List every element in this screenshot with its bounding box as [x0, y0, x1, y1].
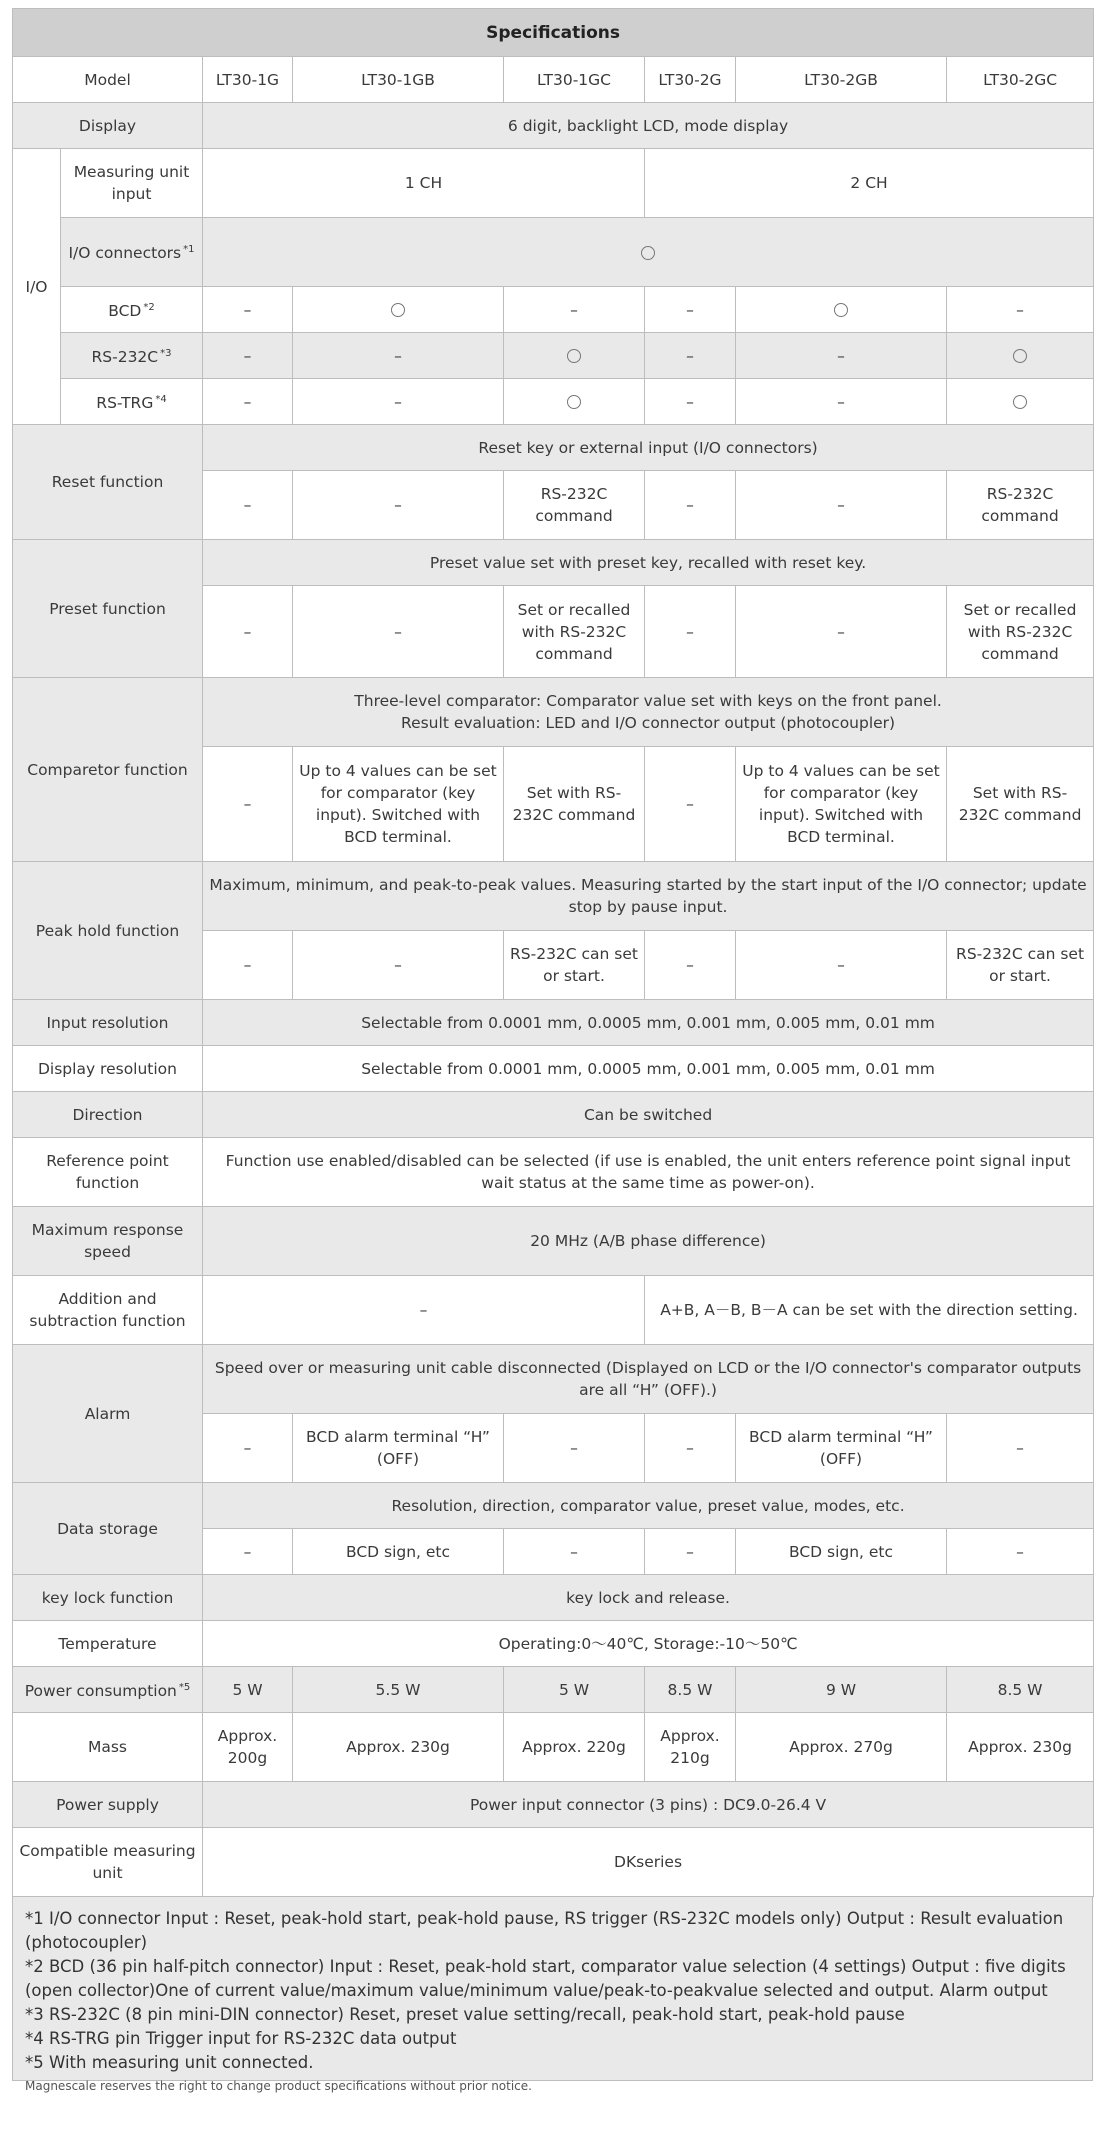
- row-label: [61, 333, 203, 379]
- display-resolution-row: [13, 1046, 1094, 1092]
- preset-function-row: [13, 540, 1094, 586]
- footnote-ref: *2: [143, 301, 155, 313]
- dash-cell: –: [736, 471, 947, 540]
- row-label: Reference point function: [13, 1138, 203, 1207]
- row-label: Comparetor function: [13, 678, 203, 862]
- display-row: [13, 103, 1094, 149]
- bcd-row: [13, 287, 1094, 333]
- dash-cell: –: [504, 1414, 645, 1483]
- value-cell: 9 W: [736, 1667, 947, 1713]
- footnote: *3 RS-232C (8 pin mini-DIN connector) Reset, preset value setting/recall, peak-hold start, peak-hold pause: [25, 2005, 905, 2024]
- alarm-row: [13, 1345, 1094, 1414]
- row-label: [61, 218, 203, 287]
- value-cell: 8.5 W: [645, 1667, 736, 1713]
- compatible-unit-row: [13, 1828, 1094, 1897]
- row-value: Power input connector (3 pins) : DC9.0-26.4 V: [203, 1782, 1094, 1828]
- value-cell: RS-232C command: [504, 471, 645, 540]
- dash-cell: –: [203, 1529, 293, 1575]
- label-text: I/O connectors: [68, 244, 182, 263]
- dash-cell: –: [203, 1276, 645, 1345]
- data-storage-row: [13, 1483, 1094, 1529]
- row-label: Measuring unit input: [61, 149, 203, 218]
- dash-cell: –: [293, 586, 504, 678]
- row-value: Maximum, minimum, and peak-to-peak values. Measuring started by the start input of the I/O connector; update stop by pause input.: [203, 862, 1094, 931]
- table-title: Specifications: [13, 9, 1094, 57]
- value-cell: Approx. 210g: [645, 1713, 736, 1782]
- label-text: RS-232C: [91, 348, 159, 367]
- row-label: Maximum response speed: [13, 1207, 203, 1276]
- power-consumption-row: [13, 1667, 1094, 1713]
- dash-cell: –: [293, 379, 504, 425]
- value-cell: [947, 379, 1094, 425]
- row-label: key lock function: [13, 1575, 203, 1621]
- row-value: Selectable from 0.0001 mm, 0.0005 mm, 0.001 mm, 0.005 mm, 0.01 mm: [203, 1046, 1094, 1092]
- row-value: DKseries: [203, 1828, 1094, 1897]
- footnote-ref: *1: [183, 244, 195, 256]
- direction-row: [13, 1092, 1094, 1138]
- row-label: Input resolution: [13, 1000, 203, 1046]
- row-value: Selectable from 0.0001 mm, 0.0005 mm, 0.001 mm, 0.005 mm, 0.01 mm: [203, 1000, 1094, 1046]
- footnote-ref: *3: [160, 347, 172, 359]
- value-cell: Set or recalled with RS-232C command: [504, 586, 645, 678]
- value-cell: Set with RS-232C command: [504, 747, 645, 862]
- spec-sheet: [12, 8, 1093, 2093]
- label-text: RS-TRG: [96, 394, 154, 413]
- dash-cell: –: [736, 931, 947, 1000]
- reset-function-row: [13, 425, 1094, 471]
- value-cell: Approx. 270g: [736, 1713, 947, 1782]
- dash-cell: –: [504, 1529, 645, 1575]
- dash-cell: –: [947, 1529, 1094, 1575]
- row-value: Operating:0～40℃, Storage:-10～50℃: [203, 1621, 1094, 1667]
- value-cell: [504, 333, 645, 379]
- row-label: Data storage: [13, 1483, 203, 1575]
- row-value: Function use enabled/disabled can be selected (if use is enabled, the unit enters reference point signal input wait status at the same time as power-on).: [203, 1138, 1094, 1207]
- value-cell: Approx. 220g: [504, 1713, 645, 1782]
- row-value: 2 CH: [645, 149, 1094, 218]
- dash-cell: –: [645, 586, 736, 678]
- value-cell: RS-232C command: [947, 471, 1094, 540]
- io-group-label: I/O: [13, 149, 61, 425]
- dash-cell: –: [203, 471, 293, 540]
- model-row: [13, 57, 1094, 103]
- circle-icon: [1013, 349, 1027, 363]
- dash-cell: –: [203, 287, 293, 333]
- dash-cell: –: [947, 1414, 1094, 1483]
- dash-cell: –: [504, 287, 645, 333]
- value-line: Result evaluation: LED and I/O connector output (photocoupler): [401, 714, 896, 732]
- value-cell: 5 W: [203, 1667, 293, 1713]
- footnotes: [12, 1897, 1093, 2093]
- model-name: LT30-2GC: [947, 57, 1094, 103]
- dash-cell: –: [203, 333, 293, 379]
- value-cell: 8.5 W: [947, 1667, 1094, 1713]
- row-value: Speed over or measuring unit cable disconnected (Displayed on LCD or the I/O connector's comparator outputs are all “H” (OFF).): [203, 1345, 1094, 1414]
- value-cell: 5 W: [504, 1667, 645, 1713]
- value-cell: Set with RS-232C command: [947, 747, 1094, 862]
- dash-cell: –: [645, 1529, 736, 1575]
- row-label: Direction: [13, 1092, 203, 1138]
- value-cell: BCD alarm terminal “H” (OFF): [736, 1414, 947, 1483]
- value-cell: 5.5 W: [293, 1667, 504, 1713]
- value-cell: BCD alarm terminal “H” (OFF): [293, 1414, 504, 1483]
- value-cell: Set or recalled with RS-232C command: [947, 586, 1094, 678]
- value-cell: Approx. 200g: [203, 1713, 293, 1782]
- row-label: [61, 287, 203, 333]
- row-value: Resolution, direction, comparator value, preset value, modes, etc.: [203, 1483, 1094, 1529]
- dash-cell: –: [645, 931, 736, 1000]
- key-lock-row: [13, 1575, 1094, 1621]
- row-value: [203, 218, 1094, 287]
- row-label: [13, 1667, 203, 1713]
- dash-cell: –: [645, 471, 736, 540]
- footnote: *1 I/O connector Input : Reset, peak-hold start, peak-hold pause, RS trigger (RS-232C models only) Output : Result evaluation (photocoupler): [25, 1909, 1064, 1952]
- dash-cell: –: [947, 287, 1094, 333]
- row-value: key lock and release.: [203, 1575, 1094, 1621]
- dash-cell: –: [645, 287, 736, 333]
- value-cell: Up to 4 values can be set for comparator (key input). Switched with BCD terminal.: [293, 747, 504, 862]
- row-label: Peak hold function: [13, 862, 203, 1000]
- dash-cell: –: [203, 747, 293, 862]
- comparator-function-row: [13, 678, 1094, 747]
- row-label: Preset function: [13, 540, 203, 678]
- addition-subtraction-row: [13, 1276, 1094, 1345]
- temperature-row: [13, 1621, 1094, 1667]
- power-supply-row: [13, 1782, 1094, 1828]
- dash-cell: –: [203, 931, 293, 1000]
- row-value: 1 CH: [203, 149, 645, 218]
- dash-cell: –: [203, 1414, 293, 1483]
- row-label: Reset function: [13, 425, 203, 540]
- row-value: 20 MHz (A/B phase difference): [203, 1207, 1094, 1276]
- mass-row: [13, 1713, 1094, 1782]
- row-label: Display: [13, 103, 203, 149]
- io-connectors-row: [13, 218, 1094, 287]
- dash-cell: –: [293, 931, 504, 1000]
- measuring-unit-input-row: [13, 149, 1094, 218]
- row-value: [203, 678, 1094, 747]
- circle-icon: [391, 303, 405, 317]
- value-cell: Approx. 230g: [947, 1713, 1094, 1782]
- model-name: LT30-2G: [645, 57, 736, 103]
- row-label: Addition and subtraction function: [13, 1276, 203, 1345]
- value-cell: BCD sign, etc: [736, 1529, 947, 1575]
- footnote-ref: *5: [178, 1681, 191, 1693]
- footnote-ref: *4: [155, 393, 167, 405]
- max-response-speed-row: [13, 1207, 1094, 1276]
- row-value: 6 digit, backlight LCD, mode display: [203, 103, 1094, 149]
- row-label: Display resolution: [13, 1046, 203, 1092]
- value-cell: [504, 379, 645, 425]
- model-name: LT30-1GC: [504, 57, 645, 103]
- value-line: Three-level comparator: Comparator value set with keys on the front panel.: [354, 692, 942, 710]
- dash-cell: –: [736, 333, 947, 379]
- dash-cell: –: [645, 1414, 736, 1483]
- row-value: A+B, A－B, B－A can be set with the direction setting.: [645, 1276, 1094, 1345]
- footnote: *2 BCD (36 pin half-pitch connector) Input : Reset, peak-hold start, comparator value selection (4 settings) Output : five digits (open collector)One of current value/maximum value/minimum value/peak-to-peakvalue selected and output. Alarm output: [25, 1957, 1066, 2000]
- row-label: [61, 379, 203, 425]
- dash-cell: –: [736, 379, 947, 425]
- value-cell: RS-232C can set or start.: [947, 931, 1094, 1000]
- disclaimer: Magnescale reserves the right to change product specifications without prior notice.: [25, 2079, 532, 2093]
- row-value: Preset value set with preset key, recalled with reset key.: [203, 540, 1094, 586]
- row-value: Can be switched: [203, 1092, 1094, 1138]
- footnote: *4 RS-TRG pin Trigger input for RS-232C data output: [25, 2029, 457, 2048]
- row-label: Mass: [13, 1713, 203, 1782]
- rs232c-row: [13, 333, 1094, 379]
- circle-icon: [641, 246, 655, 260]
- value-cell: Up to 4 values can be set for comparator (key input). Switched with BCD terminal.: [736, 747, 947, 862]
- dash-cell: –: [203, 379, 293, 425]
- peak-hold-function-row: [13, 862, 1094, 931]
- dash-cell: –: [645, 747, 736, 862]
- row-label: Power supply: [13, 1782, 203, 1828]
- row-label: Temperature: [13, 1621, 203, 1667]
- dash-cell: –: [736, 586, 947, 678]
- value-cell: [293, 287, 504, 333]
- value-cell: BCD sign, etc: [293, 1529, 504, 1575]
- label-text: BCD: [108, 302, 142, 321]
- value-cell: [947, 333, 1094, 379]
- dash-cell: –: [293, 471, 504, 540]
- dash-cell: –: [203, 586, 293, 678]
- model-name: LT30-1G: [203, 57, 293, 103]
- dash-cell: –: [645, 333, 736, 379]
- label-text: Power consumption: [24, 1682, 177, 1701]
- circle-icon: [567, 349, 581, 363]
- reference-point-row: [13, 1138, 1094, 1207]
- circle-icon: [834, 303, 848, 317]
- rs-trg-row: [13, 379, 1094, 425]
- circle-icon: [567, 395, 581, 409]
- input-resolution-row: [13, 1000, 1094, 1046]
- footnote: *5 With measuring unit connected.: [25, 2053, 314, 2072]
- dash-cell: –: [645, 379, 736, 425]
- value-cell: [736, 287, 947, 333]
- row-label: Alarm: [13, 1345, 203, 1483]
- value-cell: Approx. 230g: [293, 1713, 504, 1782]
- value-cell: RS-232C can set or start.: [504, 931, 645, 1000]
- specifications-table: [12, 8, 1094, 1897]
- row-label: Compatible measuring unit: [13, 1828, 203, 1897]
- model-name: LT30-2GB: [736, 57, 947, 103]
- model-name: LT30-1GB: [293, 57, 504, 103]
- model-label: Model: [13, 57, 203, 103]
- row-value: Reset key or external input (I/O connectors): [203, 425, 1094, 471]
- circle-icon: [1013, 395, 1027, 409]
- dash-cell: –: [293, 333, 504, 379]
